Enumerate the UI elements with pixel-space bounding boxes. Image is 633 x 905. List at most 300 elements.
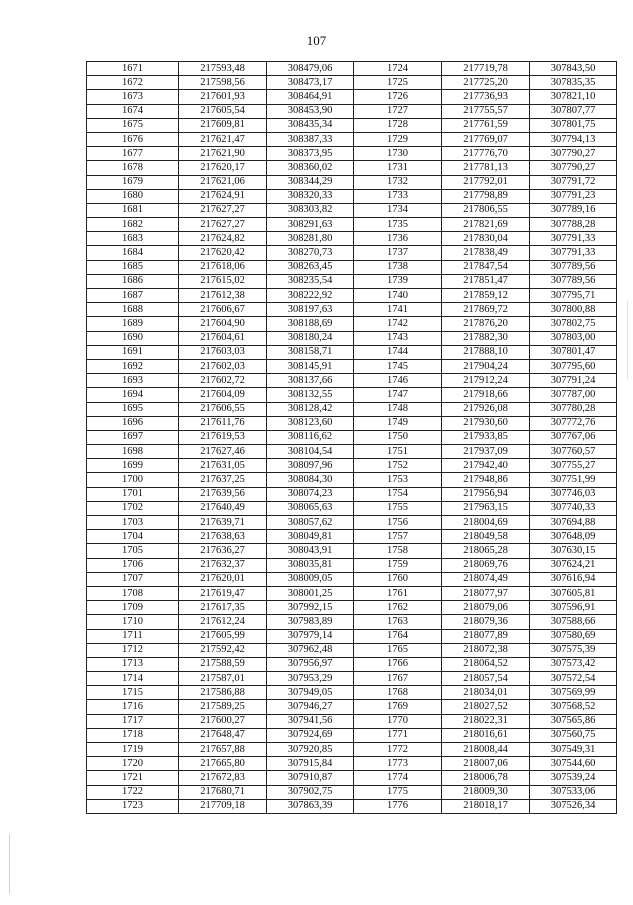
point-number-cell: 1759	[354, 558, 442, 572]
y-coordinate-cell: 308263,45	[267, 260, 354, 274]
y-coordinate-cell: 308188,69	[267, 317, 354, 331]
y-coordinate-cell: 307802,75	[530, 317, 617, 331]
x-coordinate-cell: 217604,09	[179, 388, 267, 402]
table-row	[87, 757, 617, 771]
table-row	[87, 473, 617, 487]
x-coordinate-cell: 217602,72	[179, 374, 267, 388]
point-number-cell: 1720	[87, 757, 179, 771]
table-row	[87, 274, 617, 288]
table-row	[87, 118, 617, 132]
x-coordinate-cell: 217948,86	[442, 473, 530, 487]
y-coordinate-cell: 308387,33	[267, 132, 354, 146]
y-coordinate-cell: 307962,48	[267, 643, 354, 657]
x-coordinate-cell: 217598,56	[179, 76, 267, 90]
point-number-cell: 1716	[87, 700, 179, 714]
point-number-cell: 1761	[354, 586, 442, 600]
point-number-cell: 1693	[87, 374, 179, 388]
x-coordinate-cell: 217709,18	[179, 799, 267, 813]
y-coordinate-cell: 307915,84	[267, 757, 354, 771]
point-number-cell: 1690	[87, 331, 179, 345]
x-coordinate-cell: 217615,02	[179, 274, 267, 288]
point-number-cell: 1732	[354, 175, 442, 189]
x-coordinate-cell: 218077,89	[442, 629, 530, 643]
x-coordinate-cell: 217627,46	[179, 445, 267, 459]
table-row	[87, 516, 617, 530]
x-coordinate-cell: 217956,94	[442, 487, 530, 501]
table-row	[87, 388, 617, 402]
point-number-cell: 1727	[354, 104, 442, 118]
point-number-cell: 1683	[87, 232, 179, 246]
margin-line	[9, 834, 10, 894]
x-coordinate-cell: 218008,44	[442, 743, 530, 757]
point-number-cell: 1673	[87, 90, 179, 104]
y-coordinate-cell: 308281,80	[267, 232, 354, 246]
y-coordinate-cell: 307924,69	[267, 728, 354, 742]
x-coordinate-cell: 217672,83	[179, 771, 267, 785]
x-coordinate-cell: 217593,48	[179, 62, 267, 76]
point-number-cell: 1724	[354, 62, 442, 76]
point-number-cell: 1685	[87, 260, 179, 274]
point-number-cell: 1776	[354, 799, 442, 813]
x-coordinate-cell: 217588,59	[179, 657, 267, 671]
table-row	[87, 601, 617, 615]
y-coordinate-cell: 307801,47	[530, 345, 617, 359]
table-row	[87, 317, 617, 331]
x-coordinate-cell: 217586,88	[179, 686, 267, 700]
y-coordinate-cell: 307795,60	[530, 359, 617, 373]
y-coordinate-cell: 308303,82	[267, 203, 354, 217]
point-number-cell: 1744	[354, 345, 442, 359]
point-number-cell: 1709	[87, 601, 179, 615]
y-coordinate-cell: 307572,54	[530, 672, 617, 686]
table-row	[87, 104, 617, 118]
table-row	[87, 657, 617, 671]
point-number-cell: 1741	[354, 303, 442, 317]
point-number-cell: 1775	[354, 785, 442, 799]
point-number-cell: 1675	[87, 118, 179, 132]
point-number-cell: 1757	[354, 530, 442, 544]
point-number-cell: 1710	[87, 615, 179, 629]
x-coordinate-cell: 217619,47	[179, 586, 267, 600]
point-number-cell: 1695	[87, 402, 179, 416]
point-number-cell: 1680	[87, 189, 179, 203]
point-number-cell: 1706	[87, 558, 179, 572]
point-number-cell: 1747	[354, 388, 442, 402]
table-row	[87, 218, 617, 232]
x-coordinate-cell: 217830,04	[442, 232, 530, 246]
table-row	[87, 416, 617, 430]
y-coordinate-cell: 308128,42	[267, 402, 354, 416]
x-coordinate-cell: 218074,49	[442, 572, 530, 586]
y-coordinate-cell: 307835,35	[530, 76, 617, 90]
x-coordinate-cell: 218079,06	[442, 601, 530, 615]
y-coordinate-cell: 308360,02	[267, 161, 354, 175]
point-number-cell: 1688	[87, 303, 179, 317]
x-coordinate-cell: 217621,47	[179, 132, 267, 146]
point-number-cell: 1699	[87, 459, 179, 473]
y-coordinate-cell: 307755,27	[530, 459, 617, 473]
point-number-cell: 1714	[87, 672, 179, 686]
table-row	[87, 260, 617, 274]
y-coordinate-cell: 307789,56	[530, 260, 617, 274]
table-row	[87, 459, 617, 473]
x-coordinate-cell: 217918,66	[442, 388, 530, 402]
page-number: 107	[306, 33, 327, 48]
point-number-cell: 1738	[354, 260, 442, 274]
x-coordinate-cell: 217821,69	[442, 218, 530, 232]
x-coordinate-cell: 217602,03	[179, 359, 267, 373]
x-coordinate-cell: 218007,06	[442, 757, 530, 771]
y-coordinate-cell: 307803,00	[530, 331, 617, 345]
y-coordinate-cell: 307630,15	[530, 544, 617, 558]
x-coordinate-cell: 217620,01	[179, 572, 267, 586]
point-number-cell: 1730	[354, 147, 442, 161]
y-coordinate-cell: 308001,25	[267, 586, 354, 600]
table-row	[87, 686, 617, 700]
y-coordinate-cell: 308057,62	[267, 516, 354, 530]
x-coordinate-cell: 217624,82	[179, 232, 267, 246]
x-coordinate-cell: 218064,52	[442, 657, 530, 671]
point-number-cell: 1766	[354, 657, 442, 671]
point-number-cell: 1671	[87, 62, 179, 76]
y-coordinate-cell: 307580,69	[530, 629, 617, 643]
point-number-cell: 1749	[354, 416, 442, 430]
point-number-cell: 1745	[354, 359, 442, 373]
point-number-cell: 1682	[87, 218, 179, 232]
x-coordinate-cell: 217621,06	[179, 175, 267, 189]
y-coordinate-cell: 307983,89	[267, 615, 354, 629]
table-row	[87, 132, 617, 146]
point-number-cell: 1737	[354, 246, 442, 260]
y-coordinate-cell: 308074,23	[267, 487, 354, 501]
table-row	[87, 359, 617, 373]
table-row	[87, 672, 617, 686]
table-row	[87, 203, 617, 217]
x-coordinate-cell: 217869,72	[442, 303, 530, 317]
y-coordinate-cell: 307624,21	[530, 558, 617, 572]
point-number-cell: 1679	[87, 175, 179, 189]
point-number-cell: 1674	[87, 104, 179, 118]
y-coordinate-cell: 307539,24	[530, 771, 617, 785]
table-row	[87, 430, 617, 444]
table-row	[87, 345, 617, 359]
y-coordinate-cell: 307605,81	[530, 586, 617, 600]
x-coordinate-cell: 217605,54	[179, 104, 267, 118]
x-coordinate-cell: 217888,10	[442, 345, 530, 359]
table-body	[87, 62, 617, 814]
point-number-cell: 1691	[87, 345, 179, 359]
x-coordinate-cell: 217621,90	[179, 147, 267, 161]
y-coordinate-cell: 307821,10	[530, 90, 617, 104]
y-coordinate-cell: 307788,28	[530, 218, 617, 232]
y-coordinate-cell: 308291,63	[267, 218, 354, 232]
x-coordinate-cell: 217587,01	[179, 672, 267, 686]
y-coordinate-cell: 307772,76	[530, 416, 617, 430]
y-coordinate-cell: 307780,28	[530, 402, 617, 416]
point-number-cell: 1762	[354, 601, 442, 615]
x-coordinate-cell: 217719,78	[442, 62, 530, 76]
x-coordinate-cell: 217620,42	[179, 246, 267, 260]
y-coordinate-cell: 307791,23	[530, 189, 617, 203]
y-coordinate-cell: 307573,42	[530, 657, 617, 671]
table-row	[87, 161, 617, 175]
x-coordinate-cell: 217912,24	[442, 374, 530, 388]
point-number-cell: 1705	[87, 544, 179, 558]
x-coordinate-cell: 217592,42	[179, 643, 267, 657]
x-coordinate-cell: 217617,35	[179, 601, 267, 615]
x-coordinate-cell: 217619,53	[179, 430, 267, 444]
x-coordinate-cell: 217725,20	[442, 76, 530, 90]
x-coordinate-cell: 218079,36	[442, 615, 530, 629]
x-coordinate-cell: 217624,91	[179, 189, 267, 203]
y-coordinate-cell: 307790,27	[530, 147, 617, 161]
x-coordinate-cell: 217755,57	[442, 104, 530, 118]
point-number-cell: 1725	[354, 76, 442, 90]
table-row	[87, 232, 617, 246]
y-coordinate-cell: 307568,52	[530, 700, 617, 714]
y-coordinate-cell: 308084,30	[267, 473, 354, 487]
x-coordinate-cell: 217838,49	[442, 246, 530, 260]
x-coordinate-cell: 217648,47	[179, 728, 267, 742]
x-coordinate-cell: 218065,28	[442, 544, 530, 558]
table-row	[87, 530, 617, 544]
y-coordinate-cell: 308145,91	[267, 359, 354, 373]
point-number-cell: 1748	[354, 402, 442, 416]
point-number-cell: 1752	[354, 459, 442, 473]
table-row	[87, 62, 617, 76]
x-coordinate-cell: 217640,49	[179, 501, 267, 515]
y-coordinate-cell: 307740,33	[530, 501, 617, 515]
x-coordinate-cell: 217600,27	[179, 714, 267, 728]
point-number-cell: 1751	[354, 445, 442, 459]
point-number-cell: 1678	[87, 161, 179, 175]
y-coordinate-cell: 308222,92	[267, 289, 354, 303]
y-coordinate-cell: 307760,57	[530, 445, 617, 459]
y-coordinate-cell: 307616,94	[530, 572, 617, 586]
y-coordinate-cell: 308344,29	[267, 175, 354, 189]
point-number-cell: 1712	[87, 643, 179, 657]
point-number-cell: 1704	[87, 530, 179, 544]
x-coordinate-cell: 217627,27	[179, 218, 267, 232]
x-coordinate-cell: 218009,30	[442, 785, 530, 799]
table-row	[87, 785, 617, 799]
y-coordinate-cell: 308035,81	[267, 558, 354, 572]
table-row	[87, 402, 617, 416]
point-number-cell: 1767	[354, 672, 442, 686]
x-coordinate-cell: 217776,70	[442, 147, 530, 161]
y-coordinate-cell: 308373,95	[267, 147, 354, 161]
x-coordinate-cell: 217904,24	[442, 359, 530, 373]
point-number-cell: 1717	[87, 714, 179, 728]
point-number-cell: 1687	[87, 289, 179, 303]
y-coordinate-cell: 307767,06	[530, 430, 617, 444]
point-number-cell: 1733	[354, 189, 442, 203]
table-row	[87, 189, 617, 203]
y-coordinate-cell: 307979,14	[267, 629, 354, 643]
x-coordinate-cell: 217665,80	[179, 757, 267, 771]
x-coordinate-cell: 218077,97	[442, 586, 530, 600]
point-number-cell: 1743	[354, 331, 442, 345]
table-row	[87, 572, 617, 586]
point-number-cell: 1729	[354, 132, 442, 146]
x-coordinate-cell: 217618,06	[179, 260, 267, 274]
x-coordinate-cell: 217736,93	[442, 90, 530, 104]
point-number-cell: 1746	[354, 374, 442, 388]
x-coordinate-cell: 217761,59	[442, 118, 530, 132]
point-number-cell: 1702	[87, 501, 179, 515]
table-row	[87, 615, 617, 629]
table-row	[87, 501, 617, 515]
y-coordinate-cell: 307863,39	[267, 799, 354, 813]
table-row	[87, 558, 617, 572]
table-row	[87, 643, 617, 657]
x-coordinate-cell: 217632,37	[179, 558, 267, 572]
x-coordinate-cell: 217605,99	[179, 629, 267, 643]
y-coordinate-cell: 307791,33	[530, 246, 617, 260]
y-coordinate-cell: 307596,91	[530, 601, 617, 615]
point-number-cell: 1672	[87, 76, 179, 90]
y-coordinate-cell: 308180,24	[267, 331, 354, 345]
y-coordinate-cell: 307533,06	[530, 785, 617, 799]
y-coordinate-cell: 308104,54	[267, 445, 354, 459]
point-number-cell: 1676	[87, 132, 179, 146]
table-row	[87, 445, 617, 459]
y-coordinate-cell: 308435,34	[267, 118, 354, 132]
y-coordinate-cell: 308123,60	[267, 416, 354, 430]
y-coordinate-cell: 307789,56	[530, 274, 617, 288]
point-number-cell: 1692	[87, 359, 179, 373]
table-row	[87, 586, 617, 600]
y-coordinate-cell: 308065,63	[267, 501, 354, 515]
x-coordinate-cell: 218057,54	[442, 672, 530, 686]
table-row	[87, 76, 617, 90]
point-number-cell: 1760	[354, 572, 442, 586]
y-coordinate-cell: 307946,27	[267, 700, 354, 714]
point-number-cell: 1772	[354, 743, 442, 757]
x-coordinate-cell: 217601,93	[179, 90, 267, 104]
x-coordinate-cell: 218034,01	[442, 686, 530, 700]
x-coordinate-cell: 217851,47	[442, 274, 530, 288]
point-number-cell: 1681	[87, 203, 179, 217]
point-number-cell: 1739	[354, 274, 442, 288]
x-coordinate-cell: 217604,61	[179, 331, 267, 345]
point-number-cell: 1719	[87, 743, 179, 757]
x-coordinate-cell: 217606,67	[179, 303, 267, 317]
y-coordinate-cell: 307526,34	[530, 799, 617, 813]
y-coordinate-cell: 307800,88	[530, 303, 617, 317]
point-number-cell: 1700	[87, 473, 179, 487]
y-coordinate-cell: 307569,99	[530, 686, 617, 700]
y-coordinate-cell: 307588,66	[530, 615, 617, 629]
y-coordinate-cell: 308043,91	[267, 544, 354, 558]
x-coordinate-cell: 218004,69	[442, 516, 530, 530]
x-coordinate-cell: 218049,58	[442, 530, 530, 544]
y-coordinate-cell: 307787,00	[530, 388, 617, 402]
point-number-cell: 1750	[354, 430, 442, 444]
y-coordinate-cell: 308270,73	[267, 246, 354, 260]
x-coordinate-cell: 217609,81	[179, 118, 267, 132]
point-number-cell: 1758	[354, 544, 442, 558]
point-number-cell: 1698	[87, 445, 179, 459]
point-number-cell: 1721	[87, 771, 179, 785]
x-coordinate-cell: 217604,90	[179, 317, 267, 331]
point-number-cell: 1770	[354, 714, 442, 728]
point-number-cell: 1771	[354, 728, 442, 742]
point-number-cell: 1711	[87, 629, 179, 643]
table-row	[87, 374, 617, 388]
y-coordinate-cell: 307941,56	[267, 714, 354, 728]
x-coordinate-cell: 217636,27	[179, 544, 267, 558]
x-coordinate-cell: 217769,07	[442, 132, 530, 146]
y-coordinate-cell: 307575,39	[530, 643, 617, 657]
y-coordinate-cell: 307910,87	[267, 771, 354, 785]
y-coordinate-cell: 307791,24	[530, 374, 617, 388]
x-coordinate-cell: 218027,52	[442, 700, 530, 714]
y-coordinate-cell: 307791,33	[530, 232, 617, 246]
point-number-cell: 1715	[87, 686, 179, 700]
x-coordinate-cell: 217792,01	[442, 175, 530, 189]
y-coordinate-cell: 308320,33	[267, 189, 354, 203]
y-coordinate-cell: 308132,55	[267, 388, 354, 402]
y-coordinate-cell: 307746,03	[530, 487, 617, 501]
point-number-cell: 1731	[354, 161, 442, 175]
point-number-cell: 1765	[354, 643, 442, 657]
y-coordinate-cell: 308137,66	[267, 374, 354, 388]
point-number-cell: 1703	[87, 516, 179, 530]
x-coordinate-cell: 217612,38	[179, 289, 267, 303]
point-number-cell: 1740	[354, 289, 442, 303]
x-coordinate-cell: 217606,55	[179, 402, 267, 416]
point-number-cell: 1756	[354, 516, 442, 530]
x-coordinate-cell: 218006,78	[442, 771, 530, 785]
y-coordinate-cell: 307920,85	[267, 743, 354, 757]
table-row	[87, 331, 617, 345]
point-number-cell: 1774	[354, 771, 442, 785]
coordinates-table	[86, 61, 617, 814]
y-coordinate-cell: 307791,72	[530, 175, 617, 189]
y-coordinate-cell: 307795,71	[530, 289, 617, 303]
table-row	[87, 175, 617, 189]
y-coordinate-cell: 307843,50	[530, 62, 617, 76]
x-coordinate-cell: 217876,20	[442, 317, 530, 331]
y-coordinate-cell: 308097,96	[267, 459, 354, 473]
y-coordinate-cell: 308116,62	[267, 430, 354, 444]
y-coordinate-cell: 307794,13	[530, 132, 617, 146]
x-coordinate-cell: 217627,27	[179, 203, 267, 217]
point-number-cell: 1708	[87, 586, 179, 600]
x-coordinate-cell: 217638,63	[179, 530, 267, 544]
x-coordinate-cell: 217637,25	[179, 473, 267, 487]
point-number-cell: 1696	[87, 416, 179, 430]
x-coordinate-cell: 217620,17	[179, 161, 267, 175]
y-coordinate-cell: 308479,06	[267, 62, 354, 76]
y-coordinate-cell: 307992,15	[267, 601, 354, 615]
table-row	[87, 246, 617, 260]
point-number-cell: 1707	[87, 572, 179, 586]
point-number-cell: 1768	[354, 686, 442, 700]
point-number-cell: 1763	[354, 615, 442, 629]
point-number-cell: 1736	[354, 232, 442, 246]
point-number-cell: 1718	[87, 728, 179, 742]
table-row	[87, 303, 617, 317]
table-row	[87, 728, 617, 742]
point-number-cell: 1754	[354, 487, 442, 501]
y-coordinate-cell: 308009,05	[267, 572, 354, 586]
scan-edge-mark	[627, 300, 628, 380]
point-number-cell: 1722	[87, 785, 179, 799]
point-number-cell: 1726	[354, 90, 442, 104]
x-coordinate-cell: 218016,61	[442, 728, 530, 742]
